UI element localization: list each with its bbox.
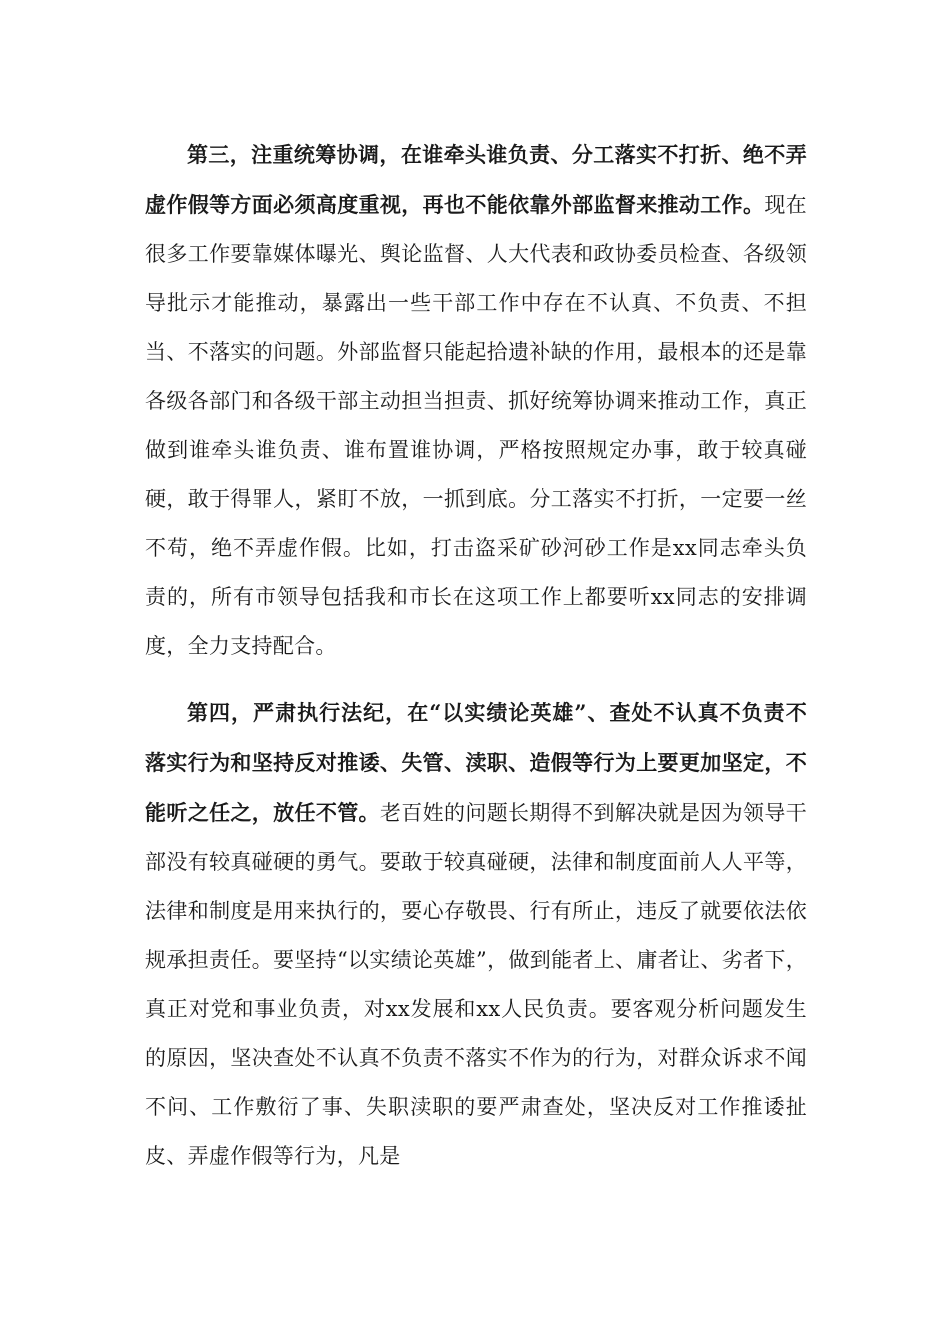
document-body [145, 130, 807, 1198]
paragraph-lead: 第四，严肃执行法纪，在“以实绩论英雄”、查处不认真不负责不落实行为和坚持反对推诿、失管、渎职、造假等行为上要更加坚定，不能听之任之，放任不管。 [145, 700, 807, 825]
paragraph-body: 老百姓的问题长期得不到解决就是因为领导干部没有较真碰硬的勇气。要敢于较真碰硬，法律和制度面前人人平等，法律和制度是用来执行的，要心存敬畏、行有所止，违反了就要依法依规承担责任。要坚持“以实绩论英雄”，做到能者上、庸者让、劣者下，真正对党和事业负责，对xx发展和xx人民负责。要客观分析问题发生的原因，坚决查处不认真不负责不落实不作为的行为，对群众诉求不闻不问、工作敷衍了事、失职渎职的要严肃查处，坚决反对工作推诿扯皮、弄虚作假等行为，凡是 [145, 801, 807, 1168]
paragraph-third [145, 130, 807, 671]
paragraph-fourth [145, 688, 807, 1181]
paragraph-lead: 第三，注重统筹协调，在谁牵头谁负责、分工落实不打折、绝不弄虚作假等方面必须高度重视，再也不能依靠外部监督来推动工作。 [145, 142, 807, 217]
paragraph-body: 现在很多工作要靠媒体曝光、舆论监督、人大代表和政协委员检查、各级领导批示才能推动，暴露出一些干部工作中存在不认真、不负责、不担当、不落实的问题。外部监督只能起拾遗补缺的作用，最根本的还是靠各级各部门和各级干部主动担当担责、抓好统筹协调来推动工作，真正做到谁牵头谁负责、谁布置谁协调，严格按照规定办事，敢于较真碰硬，敢于得罪人，紧盯不放，一抓到底。分工落实不打折，一定要一丝不苟，绝不弄虚作假。比如，打击盗采矿砂河砂工作是xx同志牵头负责的，所有市领导包括我和市长在这项工作上都要听xx同志的安排调度，全力支持配合。 [145, 193, 807, 658]
